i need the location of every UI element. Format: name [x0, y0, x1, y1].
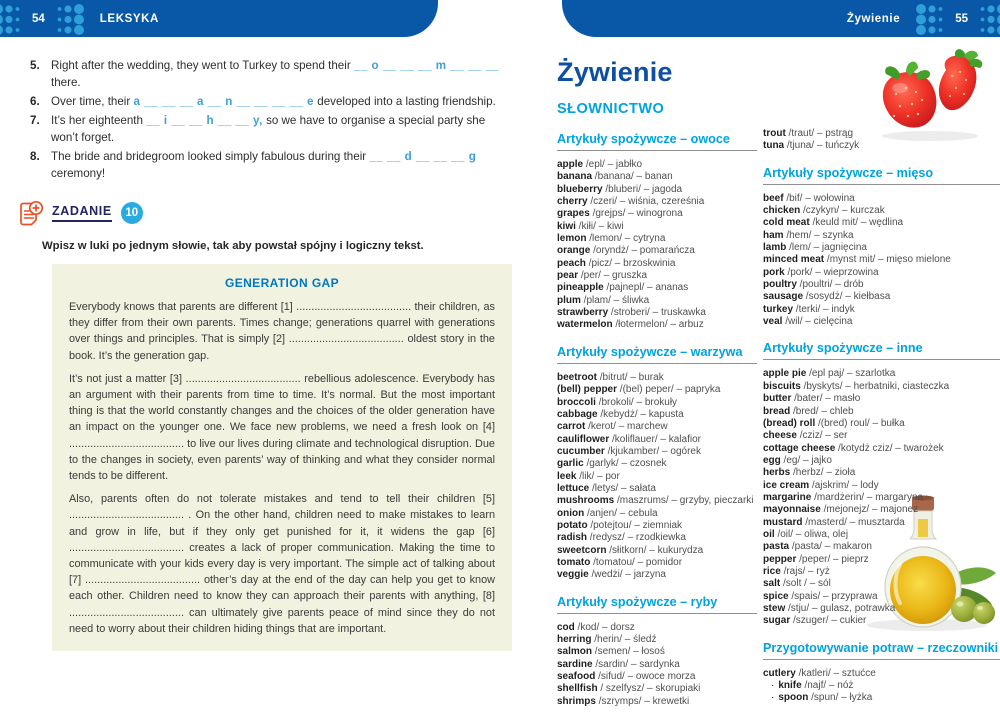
- vocab-word: sardine: [557, 658, 593, 670]
- vocab-details: /per/ – gruszka: [578, 270, 648, 282]
- vocab-word: egg: [763, 454, 781, 466]
- vocab-word: orange: [557, 245, 591, 257]
- exercise-pre-text: Over time, their: [51, 95, 131, 108]
- page-number-left: 54: [32, 12, 45, 25]
- vocab-details: /kebydż/ – kapusta: [597, 408, 684, 420]
- vocab-word: ice cream: [763, 479, 810, 491]
- exercise-pre-text: The bride and bridegroom looked simply fabulous during their: [51, 150, 367, 163]
- vocab-word: pineapple: [557, 282, 604, 294]
- task-header: [16, 199, 514, 227]
- vocab-details: /rajs/ – ryż: [780, 565, 830, 577]
- vocab-entry: [763, 554, 1000, 566]
- task-number-badge: 10: [121, 202, 143, 224]
- vocab-word: seafood: [557, 671, 596, 683]
- task-instruction: Wpisz w luki po jednym słowie, tak aby powstał spójny i logiczny tekst.: [42, 240, 424, 252]
- right-page: [557, 57, 1000, 708]
- vocab-details: /(bel) peper/ – papryka: [617, 384, 721, 396]
- vocab-entry: [557, 319, 757, 331]
- vocab-details: /kerot/ – marchew: [585, 421, 668, 433]
- vocab-details: /potejtou/ – ziemniak: [587, 519, 683, 531]
- vocab-word: shrimps: [557, 695, 596, 707]
- vocab-details: /solt / – sól: [780, 578, 831, 590]
- vocab-word: beef: [763, 192, 784, 204]
- exercise-gap: __ o __ __ __ m __ __ __: [353, 59, 500, 72]
- vocab-word: mushrooms: [557, 495, 615, 507]
- vocab-word: salt: [763, 578, 781, 590]
- vocab-entry: [557, 483, 757, 495]
- vocab-entry: [557, 532, 757, 544]
- vocab-details: /brokoli/ – brokuły: [595, 396, 678, 408]
- vocab-entry: [557, 221, 757, 233]
- vocab-word: veggie: [557, 569, 589, 581]
- vocab-word: lettuce: [557, 482, 590, 494]
- vocab-entry: [763, 467, 1000, 479]
- vocab-word: watermelon: [557, 319, 613, 331]
- vocab-word: tuna: [763, 140, 785, 152]
- exercise-item-6: [30, 93, 514, 110]
- vocab-details: /słitkorn/ – kukurydza: [606, 544, 704, 556]
- vocab-details: /sosydż/ – kiełbasa: [803, 291, 891, 303]
- exercise-gap: a __ __ __ a __ n __ __ __ __ e: [133, 95, 315, 108]
- vocab-details: /cziz/ – ser: [796, 430, 848, 442]
- vocab-entry: [763, 578, 1000, 590]
- vocab-entry: [763, 566, 1000, 578]
- vocab-entry: [557, 258, 757, 270]
- exercise-text: [51, 57, 514, 91]
- vocab-entry: [763, 140, 1000, 152]
- vocab-details: /kotydż cziz/ – twarożek: [835, 442, 944, 454]
- vocab-section-heading: Artykuły spożywcze – warzywa: [557, 345, 757, 364]
- vocab-details: / szelfysz/ – skorupiaki: [597, 683, 701, 695]
- vocab-word: butter: [763, 393, 792, 405]
- vocab-word: broccoli: [557, 396, 596, 408]
- vocab-word: cabbage: [557, 408, 598, 420]
- vocab-entry: [763, 267, 1000, 279]
- vocabulary-column-1: [557, 118, 757, 708]
- vocab-word: garlic: [557, 458, 584, 470]
- bullet-icon: ·: [771, 680, 775, 692]
- vocab-entry: [557, 171, 757, 183]
- vocab-details: /epl/ – jabłko: [583, 159, 643, 170]
- vocab-details: /wedżi/ – jarzyna: [588, 569, 666, 581]
- vocab-word: veal: [763, 316, 783, 328]
- vocab-entry: [763, 316, 1000, 328]
- vocab-details: /(bred) roul/ – bułka: [815, 417, 905, 429]
- vocab-entry: [557, 196, 757, 208]
- vocab-details: /stroberi/ – truskawka: [608, 307, 706, 319]
- vocab-details: /mejonejz/ – majonez: [820, 504, 919, 516]
- vocab-word: (bread) roll: [763, 417, 816, 429]
- vocab-details: /grejps/ – winogrona: [589, 208, 683, 220]
- vocab-word: cauliflower: [557, 433, 610, 445]
- vocab-details: /mardżerin/ – margaryna: [811, 491, 924, 503]
- vocab-word: tomato: [557, 556, 591, 568]
- vocab-word: margarine: [763, 491, 812, 503]
- vocab-word: potato: [557, 519, 588, 531]
- vocab-entry: [763, 406, 1000, 418]
- dots-pattern-icon: [0, 2, 25, 36]
- vocab-details: /anjen/ – cebula: [584, 507, 658, 519]
- vocab-entry: [557, 184, 757, 196]
- vocab-section-heading: Artykuły spożywcze – mięso: [763, 166, 1000, 185]
- header-bar-left: [0, 0, 438, 37]
- vocab-entry: [557, 233, 757, 245]
- page-number-right: 55: [955, 12, 968, 25]
- exercise-text: [51, 148, 514, 182]
- vocab-entry: [763, 254, 1000, 266]
- vocab-details: /sardin/ – sardynka: [592, 658, 680, 670]
- vocab-entry: [557, 384, 757, 396]
- vocab-details: /najf/ – nóż: [801, 680, 854, 692]
- vocab-entry: [557, 397, 757, 409]
- vocab-word: spice: [763, 590, 789, 602]
- vocab-entry: [763, 603, 1000, 615]
- exercise-number: 8.: [30, 150, 40, 163]
- vocab-word: sugar: [763, 615, 791, 627]
- vocab-entry: [763, 443, 1000, 455]
- vocab-entry: [763, 304, 1000, 316]
- vocab-details: /epl paj/ – szarlotka: [806, 368, 896, 380]
- vocab-details: /stju/ – gulasz, potrawka: [785, 603, 896, 614]
- vocab-entry: [763, 492, 1000, 504]
- text-box-paragraph: Everybody knows that parents are different [1] ...................................... their children, as they differ from their own parents. Times change; generations quarrel with generations over things and principles. That is simply [2] ...................................... oldest story in the book. It’s the generation gap.: [69, 301, 495, 362]
- vocab-entry: [557, 295, 757, 307]
- vocab-word: herring: [557, 634, 592, 645]
- vocab-details: /szrymps/ – krewetki: [595, 695, 690, 707]
- vocab-details: /bater/ – masło: [791, 393, 861, 405]
- vocab-word: peach: [557, 257, 586, 269]
- vocab-word: sausage: [763, 291, 804, 303]
- vocab-details: /terki/ – indyk: [793, 303, 855, 315]
- vocab-entry: [557, 270, 757, 282]
- vocabulary-column-2: [763, 118, 1000, 708]
- vocab-details: /maszrums/ – grzyby, pieczarki: [614, 495, 754, 507]
- vocab-details: /semen/ – łosoś: [592, 646, 665, 658]
- vocab-details: /czeri/ – wiśnia, czereśnia: [587, 196, 705, 208]
- chapter-title: Żywienie: [557, 57, 673, 87]
- vocab-section-heading: Artykuły spożywcze – owoce: [557, 132, 757, 151]
- vocab-entry: [763, 242, 1000, 254]
- vocab-word: cod: [557, 621, 575, 633]
- vocab-details: /picz/ – brzoskwinia: [585, 257, 676, 269]
- vocab-entry: [763, 430, 1000, 442]
- vocab-section-heading: Artykuły spożywcze – inne: [763, 341, 1000, 360]
- vocab-word: plum: [557, 294, 581, 306]
- vocab-entry: [763, 591, 1000, 603]
- vocab-entry: [557, 659, 757, 671]
- vocab-details: /pajnepl/ – ananas: [603, 282, 689, 294]
- vocab-word: cottage cheese: [763, 442, 836, 454]
- vocab-details: /spun/ – łyżka: [808, 692, 873, 704]
- vocab-entry: [763, 692, 1000, 704]
- vocab-entry: [557, 557, 757, 569]
- exercise-gap: __ i __ __ h __ __ y,: [146, 114, 263, 127]
- vocab-details: /bitrut/ – burak: [597, 371, 664, 383]
- vocab-details: /oryndż/ – pomarańcza: [590, 245, 695, 257]
- vocab-details: /katleri/ – sztućce: [795, 667, 876, 679]
- vocab-entry: [763, 230, 1000, 242]
- vocab-entry: [557, 409, 757, 421]
- vocab-entry: [557, 696, 757, 708]
- vocab-word: stew: [763, 603, 786, 614]
- vocab-word: ham: [763, 229, 784, 241]
- vocab-entry: [557, 245, 757, 257]
- vocab-entry: [557, 458, 757, 470]
- vocab-word: pasta: [763, 541, 790, 553]
- vocab-details: /byskyts/ – herbatniki, ciasteczka: [800, 380, 950, 392]
- vocab-word: leek: [557, 470, 577, 482]
- vocab-entry: [763, 504, 1000, 516]
- bullet-icon: ·: [771, 692, 775, 704]
- vocab-word: pork: [763, 266, 785, 278]
- dots-pattern-icon: [914, 2, 948, 36]
- vocab-details: /traut/ – pstrąg: [785, 128, 854, 139]
- vocab-details: /plam/ – śliwka: [580, 294, 650, 306]
- vocab-details: /oil/ – oliwa, olej: [774, 528, 849, 540]
- vocab-entry: [557, 421, 757, 433]
- vocab-entry: [557, 434, 757, 446]
- vocab-details: /garlyk/ – czosnek: [583, 458, 667, 470]
- vocab-word: carrot: [557, 421, 586, 433]
- vocab-word: lemon: [557, 233, 587, 245]
- vocab-entry: [557, 634, 757, 646]
- vocab-entry: [763, 279, 1000, 291]
- vocab-word: apple: [557, 159, 584, 170]
- vocab-entry: [557, 495, 757, 507]
- vocab-details: /kiłi/ – kiwi: [575, 220, 624, 232]
- vocab-word: cherry: [557, 196, 588, 208]
- vocab-entry: [763, 668, 1000, 680]
- vocab-entry: [763, 291, 1000, 303]
- vocab-entry: [763, 381, 1000, 393]
- exercise-number: 6.: [30, 95, 40, 108]
- vocab-details: /łotermelon/ – arbuz: [612, 319, 704, 331]
- left-page: [30, 57, 514, 651]
- vocab-entry: [557, 446, 757, 458]
- reading-text-box: [52, 264, 512, 651]
- vocab-entry: [557, 671, 757, 683]
- vocab-word: turkey: [763, 303, 794, 315]
- vocab-word: chicken: [763, 205, 801, 217]
- vocab-details: /szuger/ – cukier: [790, 615, 867, 627]
- vocab-entry: [557, 646, 757, 658]
- vocab-details: /herbz/ – zioła: [790, 467, 856, 479]
- exercise-pre-text: Right after the wedding, they went to Turkey to spend their: [51, 59, 351, 72]
- vocab-word: strawberry: [557, 307, 609, 319]
- vocab-details: /poultri/ – drób: [796, 279, 864, 291]
- vocab-entry: [763, 541, 1000, 553]
- exercise-post-text: ceremony!: [51, 167, 106, 180]
- vocab-details: /lem/ – jagnięcina: [786, 242, 867, 254]
- vocab-word: apple pie: [763, 368, 807, 380]
- vocab-details: /tjuna/ – tuńczyk: [784, 140, 860, 152]
- vocab-details: /banana/ – banan: [592, 171, 673, 183]
- vocab-word: radish: [557, 532, 588, 544]
- text-box-title: GENERATION GAP: [224, 276, 340, 290]
- vocab-word: cold meat: [763, 217, 810, 229]
- vocab-word: herbs: [763, 467, 791, 479]
- vocab-details: /ajskrim/ – lody: [809, 479, 879, 491]
- vocab-details: /sifud/ – owoce morza: [595, 671, 696, 683]
- vocab-word: pear: [557, 270, 579, 282]
- vocab-word: beetroot: [557, 371, 597, 383]
- vocab-entry: [557, 683, 757, 695]
- vocab-entry: [763, 517, 1000, 529]
- section-label-left: LEKSYKA: [99, 12, 159, 25]
- vocab-details: /kod/ – dorsz: [574, 621, 635, 633]
- vocab-details: /hem/ – szynka: [783, 229, 854, 241]
- vocab-entry: [557, 282, 757, 294]
- vocab-details: /bluberi/ – jagoda: [602, 183, 683, 195]
- exercise-pre-text: It’s her eighteenth: [51, 114, 143, 127]
- dots-pattern-icon: [52, 2, 86, 36]
- vocab-details: /bred/ – chleb: [790, 405, 854, 417]
- vocab-entry: [763, 418, 1000, 430]
- exercise-item-5: [30, 57, 514, 91]
- vocab-word: salmon: [557, 646, 593, 658]
- text-box-paragraph: It’s not just a matter [3] ...................................... rebellious adolescence. Everybody has an argument with their parents from time to time. It’s normal. But the most important thing is that the world constantly changes and the choices of the older generation have an impact on the younger one. We face new problems, we need a fresh look on [4] ...................................... to live our lives during climate and technological disruption. Due to the changes in society, even parents’ way of thinking and what they consider normal tends to be different.: [69, 372, 495, 483]
- vocab-entry: [763, 217, 1000, 229]
- vocab-word: mayonnaise: [763, 504, 821, 516]
- vocab-word: kiwi: [557, 220, 576, 232]
- vocab-details: /pork/ – wieprzowina: [784, 266, 879, 278]
- vocab-word: blueberry: [557, 183, 603, 195]
- vocab-word: biscuits: [763, 380, 801, 392]
- vocab-word: trout: [763, 128, 786, 139]
- vocab-word: shellfish: [557, 683, 598, 695]
- vocab-details: /lemon/ – cytryna: [586, 233, 666, 245]
- vocab-entry: [557, 208, 757, 220]
- header-bar-right: [562, 0, 1000, 37]
- vocab-entry: [557, 569, 757, 581]
- vocab-details: /tomatou/ – pomidor: [590, 556, 683, 568]
- vocabulary-subtitle: SŁOWNICTWO: [557, 101, 665, 117]
- dots-pattern-icon: [975, 2, 1000, 36]
- vocab-entry: [557, 508, 757, 520]
- vocab-details: /peper/ – pieprz: [796, 553, 869, 565]
- vocab-details: /kjukamber/ – ogórek: [604, 445, 701, 457]
- vocab-details: /eg/ – jajko: [780, 454, 832, 466]
- vocab-details: /keuld mit/ – wędlina: [809, 217, 904, 229]
- vocab-entry: [763, 393, 1000, 405]
- vocab-entry: [763, 368, 1000, 380]
- vocab-word: poultry: [763, 279, 797, 291]
- vocab-word: bread: [763, 405, 791, 417]
- vocab-details: /czykyn/ – kurczak: [800, 205, 885, 217]
- exercise-text: [51, 93, 514, 110]
- vocab-section-heading: Przygotowywanie potraw – rzeczowniki: [763, 641, 1000, 660]
- vocab-word: cheese: [763, 430, 797, 442]
- vocab-entry: [557, 307, 757, 319]
- vocab-details: /koliflauer/ – kalafior: [609, 433, 701, 445]
- exercise-gap: __ __ d __ __ __ g: [369, 150, 477, 163]
- vocab-word: minced meat: [763, 254, 825, 266]
- vocab-entry: [557, 545, 757, 557]
- text-box-paragraph: Also, parents often do not tolerate mistakes and tend to tell their children [5] ...................................... . On the other hand, children need to make mistakes to learn and grow in life, but if they only get punished for it, it widens the gap [6] ...................................... creates a lack of proper communication. Making the time to communicate with your kids every day is very important. The simple act of talking about [7] ...................................... other’s day at the end of the day can help you get to know each other. Children need to know they can approach their parents with anything, [8] ...................................... can ultimately give parents peace of mind since they do not need to worry about their children hiding things that are important.: [69, 493, 495, 635]
- vocab-section-heading: Artykuły spożywcze – ryby: [557, 595, 757, 614]
- vocab-word: rice: [763, 565, 781, 577]
- task-scroll-icon: [16, 199, 44, 227]
- vocab-details: /spais/ – przyprawa: [788, 590, 878, 602]
- vocab-word: (bell) pepper: [557, 384, 618, 396]
- vocab-details: /bif/ – wołowina: [783, 192, 855, 204]
- task-label: ZADANIE: [52, 204, 112, 222]
- vocab-entry: [557, 159, 757, 171]
- vocab-entry: [763, 205, 1000, 217]
- exercise-item-7: [30, 112, 514, 146]
- vocab-details: /pasta/ – makaron: [789, 541, 872, 553]
- exercise-post-text: so we have to organise a special party she won’t forget.: [51, 114, 486, 144]
- vocab-entry: [763, 680, 1000, 692]
- vocab-word: sweetcorn: [557, 544, 607, 556]
- vocab-word: grapes: [557, 208, 590, 220]
- vocab-entry: [763, 455, 1000, 467]
- vocab-entry: [763, 480, 1000, 492]
- vocab-entry: [763, 193, 1000, 205]
- vocab-entry: [763, 615, 1000, 627]
- vocab-entry: [763, 128, 1000, 140]
- vocab-details: /lik/ – por: [576, 470, 620, 482]
- exercise-item-8: [30, 148, 514, 182]
- vocab-details: /wil/ – cielęcina: [782, 316, 853, 328]
- vocab-word: spoon: [778, 692, 809, 704]
- vocab-details: /mynst mit/ – mięso mielone: [824, 254, 951, 266]
- vocab-word: cutlery: [763, 667, 796, 679]
- section-label-right: Żywienie: [846, 12, 901, 25]
- exercise-number: 7.: [30, 114, 40, 127]
- vocabulary-columns: [557, 118, 1000, 708]
- vocab-word: cucumber: [557, 445, 605, 457]
- vocab-word: pepper: [763, 553, 797, 565]
- exercise-post-text: developed into a lasting friendship.: [317, 95, 496, 108]
- vocab-details: /redysz/ – rzodkiewka: [587, 532, 686, 544]
- vocab-details: /masterd/ – musztarda: [802, 516, 905, 528]
- vocab-details: /letys/ – sałata: [589, 482, 656, 494]
- vocab-word: lamb: [763, 242, 787, 254]
- vocab-entry: [763, 529, 1000, 541]
- exercise-number: 5.: [30, 59, 40, 72]
- vocab-word: knife: [778, 680, 802, 692]
- exercise-text: [51, 112, 514, 146]
- vocab-entry: [557, 622, 757, 634]
- exercise-post-text: there.: [51, 76, 81, 89]
- vocab-entry: [557, 372, 757, 384]
- vocab-entry: [557, 520, 757, 532]
- vocab-details: /herin/ – śledź: [591, 634, 657, 645]
- vocab-word: mustard: [763, 516, 803, 528]
- vocab-word: oil: [763, 528, 775, 540]
- vocab-entry: [557, 471, 757, 483]
- vocab-word: onion: [557, 507, 585, 519]
- vocab-word: banana: [557, 171, 593, 183]
